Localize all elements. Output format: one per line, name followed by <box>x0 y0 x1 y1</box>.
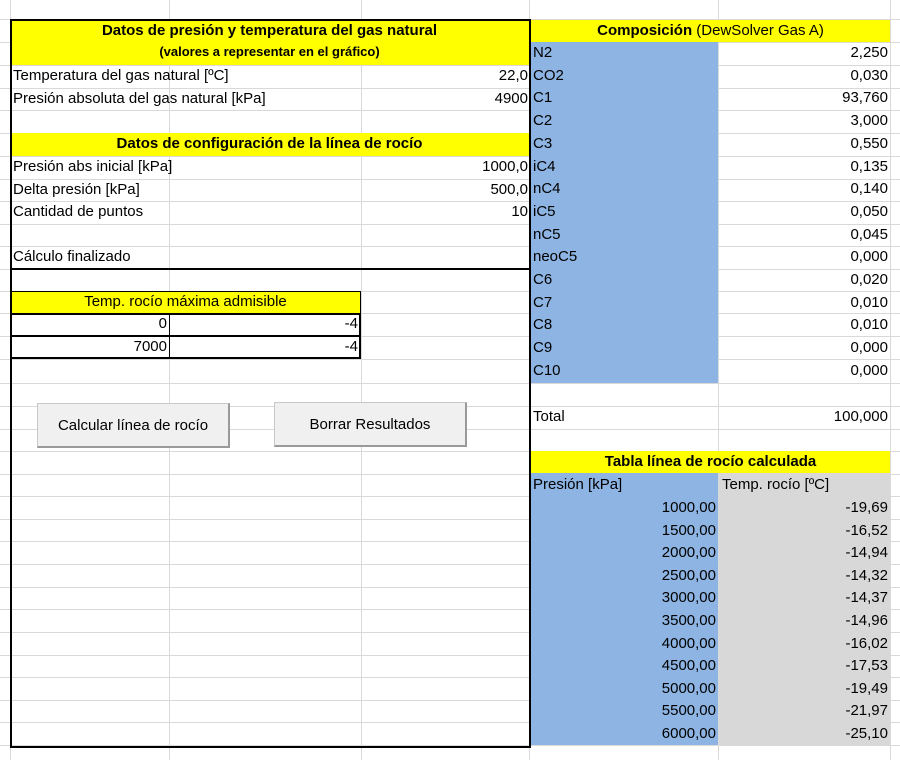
max-dewtemp-pressure[interactable]: 0 <box>158 315 167 332</box>
dewline-temperature: -16,52 <box>845 521 888 539</box>
dewline-temperature: -16,02 <box>845 634 888 652</box>
dewline-temperature-header: Temp. rocío [ºC] <box>722 476 830 493</box>
dewline-temperature: -19,69 <box>845 499 888 516</box>
component-name: C10 <box>533 361 561 379</box>
component-name: C2 <box>533 112 553 130</box>
dewline-temperature: -19,49 <box>845 679 888 697</box>
initial-pressure-label: Presión abs inicial [kPa] <box>13 158 173 175</box>
gas-temperature-label: Temperatura del gas natural [ºC] <box>13 67 229 84</box>
gridline <box>890 0 891 760</box>
component-fraction[interactable]: 0,030 <box>850 66 888 84</box>
dewline-pressure: 4000,00 <box>661 634 716 652</box>
dewline-temperature: -17,53 <box>845 657 888 675</box>
dewline-pressure: 2000,00 <box>661 544 716 562</box>
total-label: Total <box>533 408 565 425</box>
calculate-dewline-button[interactable]: Calcular línea de rocío <box>37 403 230 448</box>
gas-temperature-value[interactable]: 22,0 <box>498 67 528 84</box>
dewline-pressure-header: Presión [kPa] <box>533 476 623 493</box>
component-fraction[interactable]: 0,000 <box>850 361 888 379</box>
composition-title-bold: Composición <box>597 22 693 39</box>
max-dewtemp-temperature[interactable]: -4 <box>344 338 358 355</box>
dewline-table-title: Tabla línea de rocío calculada <box>604 453 817 470</box>
component-fraction[interactable]: 0,010 <box>850 293 888 311</box>
composition-title <box>531 20 890 42</box>
pressure-temp-subtitle: (valores a representar en el gráfico) <box>159 44 380 59</box>
component-fraction[interactable]: 0,045 <box>850 225 888 243</box>
component-fraction[interactable]: 3,000 <box>850 112 888 130</box>
component-fraction[interactable]: 0,020 <box>850 271 888 288</box>
max-dewtemp-pressure[interactable]: 7000 <box>133 338 167 355</box>
dewline-temperature: -14,94 <box>845 544 888 562</box>
component-name: C3 <box>533 134 553 152</box>
dewline-pressure: 1000,00 <box>661 499 716 516</box>
dewline-pressure: 3000,00 <box>661 589 716 607</box>
component-fraction[interactable]: 0,140 <box>850 180 888 198</box>
left-panel-border <box>10 19 531 748</box>
dewline-pressure: 6000,00 <box>661 725 716 742</box>
dewline-pressure: 4500,00 <box>661 657 716 675</box>
dewline-pressure: 2500,00 <box>661 566 716 584</box>
component-name: CO2 <box>533 66 564 84</box>
component-name: neoC5 <box>533 248 578 266</box>
component-fraction[interactable]: 0,010 <box>850 316 888 334</box>
component-name: C9 <box>533 339 553 357</box>
component-fraction[interactable]: 0,050 <box>850 202 888 220</box>
component-name: nC4 <box>533 180 561 198</box>
point-count-value[interactable]: 10 <box>511 203 528 220</box>
max-dewtemp-temperature[interactable]: -4 <box>344 315 358 332</box>
delta-pressure-label: Delta presión [kPa] <box>13 181 140 198</box>
component-name: C8 <box>533 316 553 334</box>
component-name: N2 <box>533 44 553 61</box>
component-fraction[interactable]: 0,000 <box>850 339 888 357</box>
component-fraction[interactable]: 0,550 <box>850 134 888 152</box>
dewline-pressure: 3500,00 <box>661 612 716 629</box>
dewline-pressure: 5500,00 <box>661 702 716 720</box>
component-fraction[interactable]: 0,000 <box>850 248 888 266</box>
dewline-pressure: 1500,00 <box>661 521 716 539</box>
component-fraction[interactable]: 93,760 <box>842 89 888 107</box>
component-names-column <box>531 42 718 383</box>
component-fraction[interactable]: 2,250 <box>850 44 888 61</box>
pressure-temp-title: Datos de presión y temperatura del gas natural <box>101 22 438 39</box>
component-name: C6 <box>533 271 553 288</box>
initial-pressure-value[interactable]: 1000,0 <box>482 158 528 175</box>
delta-pressure-value[interactable]: 500,0 <box>490 181 528 198</box>
dewline-temperature: -25,10 <box>845 725 888 742</box>
dewline-temperature: -14,37 <box>845 589 888 607</box>
max-dewtemp-title: Temp. rocío máxima admisible <box>84 293 287 310</box>
dewline-temperature: -14,96 <box>845 612 888 629</box>
composition-title-source: (DewSolver Gas A) <box>692 22 824 39</box>
dewline-config-title: Datos de configuración de la línea de rocío <box>116 135 423 152</box>
component-name: C1 <box>533 89 553 107</box>
dewline-temperature: -14,32 <box>845 566 888 584</box>
point-count-label: Cantidad de puntos <box>13 203 144 220</box>
component-fraction[interactable]: 0,135 <box>850 157 888 175</box>
clear-results-button[interactable]: Borrar Resultados <box>274 402 467 447</box>
component-name: nC5 <box>533 225 561 243</box>
component-name: C7 <box>533 293 553 311</box>
dewline-pressure: 5000,00 <box>661 679 716 697</box>
dewline-temperature: -21,97 <box>845 702 888 720</box>
component-name: iC4 <box>533 157 556 175</box>
total-value: 100,000 <box>833 408 888 425</box>
component-name: iC5 <box>533 202 556 220</box>
gas-pressure-label: Presión absoluta del gas natural [kPa] <box>13 90 266 107</box>
gas-pressure-value[interactable]: 4900 <box>494 90 528 107</box>
calculation-status: Cálculo finalizado <box>13 248 131 265</box>
